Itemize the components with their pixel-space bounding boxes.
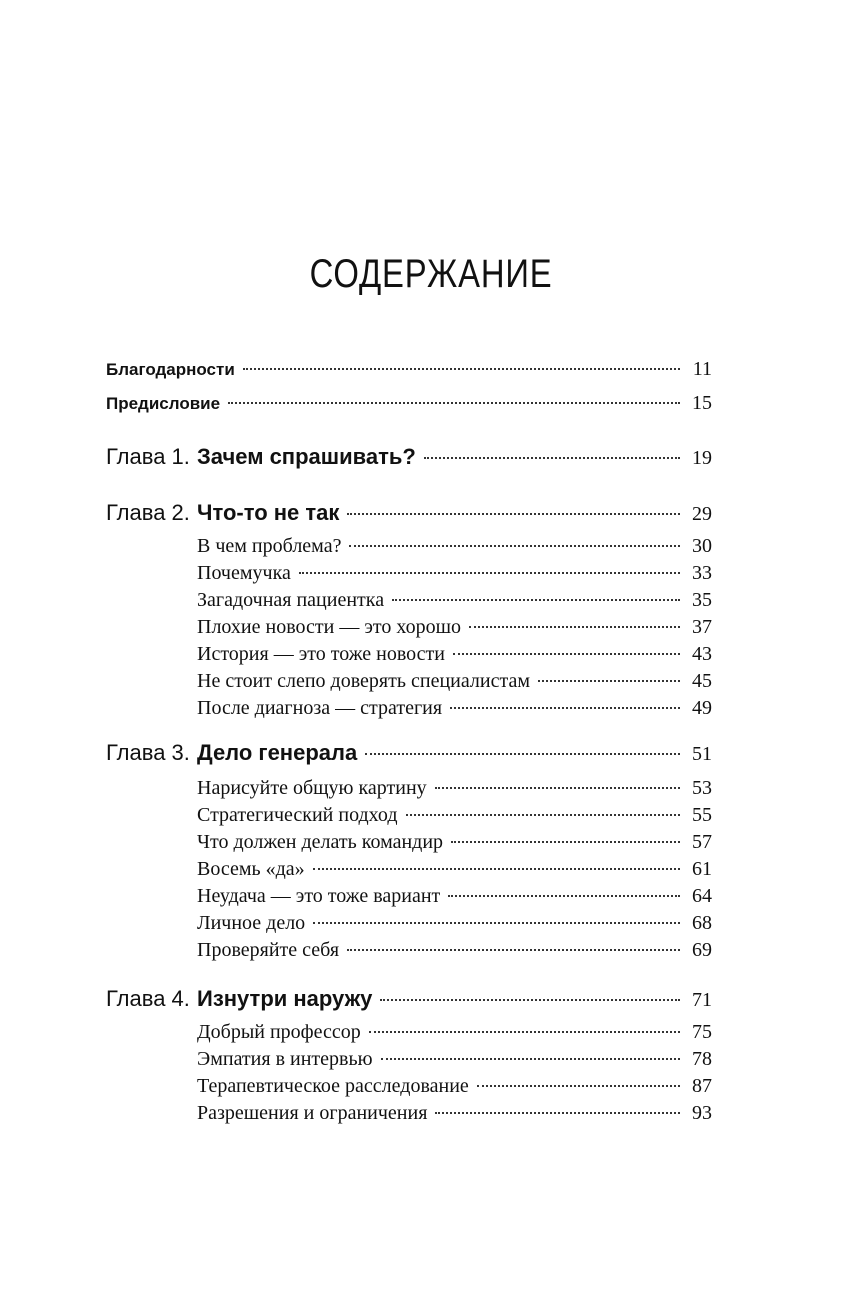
entry-page: 43	[692, 643, 712, 665]
entry-page: 87	[692, 1075, 712, 1097]
dot-leader	[228, 402, 680, 404]
toc-section[interactable]	[197, 562, 712, 592]
toc-section[interactable]	[197, 1048, 712, 1078]
entry-page: 75	[692, 1021, 712, 1043]
toc-section[interactable]	[197, 697, 712, 727]
dot-leader	[435, 1112, 680, 1114]
toc-section[interactable]	[197, 535, 712, 565]
dot-leader	[380, 999, 680, 1001]
dot-leader	[299, 572, 680, 574]
dot-leader	[448, 895, 680, 897]
chapter-title: Зачем спрашивать?	[197, 444, 416, 469]
section-title: После диагноза — стратегия	[197, 697, 443, 719]
toc-section[interactable]	[197, 885, 712, 915]
chapter-title: Что-то не так	[197, 500, 340, 525]
entry-label: Предисловие	[106, 394, 221, 413]
section-title: Эмпатия в интервью	[197, 1048, 373, 1070]
section-title: Что должен делать командир	[197, 831, 444, 853]
dot-leader	[406, 814, 680, 816]
toc-section[interactable]	[197, 804, 712, 834]
dot-leader	[424, 457, 680, 459]
toc-entry-acknowledgements[interactable]	[106, 358, 712, 388]
section-title: В чем проблема?	[197, 535, 342, 557]
toc-entry-preface[interactable]	[106, 392, 712, 422]
section-title: Терапевтическое расследование	[197, 1075, 469, 1097]
section-title: Проверяйте себя	[197, 939, 340, 961]
dot-leader	[347, 949, 680, 951]
dot-leader	[451, 841, 680, 843]
section-title: Плохие новости — это хорошо	[197, 616, 462, 638]
dot-leader	[369, 1031, 680, 1033]
dot-leader	[477, 1085, 680, 1087]
chapter-number: Глава 1.	[106, 444, 190, 469]
section-title: Не стоит слепо доверять специалистам	[197, 670, 530, 692]
entry-page: 53	[692, 777, 712, 799]
entry-page: 51	[692, 743, 712, 765]
dot-leader	[469, 626, 680, 628]
toc-chapter-1[interactable]	[106, 444, 712, 474]
chapter-title: Изнутри наружу	[197, 986, 373, 1011]
toc-section[interactable]	[197, 1102, 712, 1132]
entry-page: 78	[692, 1048, 712, 1070]
entry-page: 49	[692, 697, 712, 719]
toc-section[interactable]	[197, 858, 712, 888]
entry-page: 55	[692, 804, 712, 826]
dot-leader	[313, 868, 680, 870]
entry-page: 29	[692, 503, 712, 525]
chapter-number: Глава 4.	[106, 986, 190, 1011]
toc-section[interactable]	[197, 939, 712, 969]
section-title: Личное дело	[197, 912, 306, 934]
entry-page: 35	[692, 589, 712, 611]
section-title: Стратегический подход	[197, 804, 398, 826]
section-title: Загадочная пациентка	[197, 589, 385, 611]
chapter-number: Глава 3.	[106, 740, 190, 765]
section-title: История — это тоже новости	[197, 643, 445, 665]
chapter-title: Дело генерала	[197, 740, 358, 765]
entry-page: 71	[692, 989, 712, 1011]
section-title: Добрый профессор	[197, 1021, 361, 1043]
dot-leader	[453, 653, 680, 655]
entry-label: Благодарности	[106, 360, 235, 379]
toc-chapter-4[interactable]	[106, 986, 712, 1016]
toc-chapter-2[interactable]	[106, 500, 712, 530]
entry-page: 19	[692, 447, 712, 469]
dot-leader	[392, 599, 680, 601]
toc-section[interactable]	[197, 1075, 712, 1105]
entry-page: 68	[692, 912, 712, 934]
section-title: Неудача — это тоже вариант	[197, 885, 441, 907]
chapter-number: Глава 2.	[106, 500, 190, 525]
section-title: Нарисуйте общую картину	[197, 777, 427, 799]
entry-page: 11	[692, 358, 712, 380]
toc-section[interactable]	[197, 1021, 712, 1051]
entry-page: 69	[692, 939, 712, 961]
toc-section[interactable]	[197, 616, 712, 646]
entry-page: 37	[692, 616, 712, 638]
dot-leader	[347, 513, 680, 515]
dot-leader	[365, 753, 680, 755]
entry-page: 45	[692, 670, 712, 692]
dot-leader	[538, 680, 680, 682]
dot-leader	[450, 707, 680, 709]
entry-page: 30	[692, 535, 712, 557]
entry-page: 61	[692, 858, 712, 880]
toc-section[interactable]	[197, 912, 712, 942]
dot-leader	[435, 787, 680, 789]
page-title: СОДЕРЖАНИЕ	[309, 252, 553, 296]
dot-leader	[313, 922, 680, 924]
section-title: Разрешения и ограничения	[197, 1102, 428, 1124]
toc-section[interactable]	[197, 777, 712, 807]
entry-page: 57	[692, 831, 712, 853]
entry-page: 64	[692, 885, 712, 907]
dot-leader	[349, 545, 680, 547]
toc-chapter-3[interactable]	[106, 740, 712, 770]
section-title: Почемучка	[197, 562, 291, 584]
entry-page: 33	[692, 562, 712, 584]
entry-page: 93	[692, 1102, 712, 1124]
section-title: Восемь «да»	[197, 858, 305, 880]
dot-leader	[381, 1058, 680, 1060]
dot-leader	[243, 368, 680, 370]
toc-section[interactable]	[197, 831, 712, 861]
toc-section[interactable]	[197, 643, 712, 673]
toc-section[interactable]	[197, 589, 712, 619]
entry-page: 15	[692, 392, 712, 414]
toc-section[interactable]	[197, 670, 712, 700]
